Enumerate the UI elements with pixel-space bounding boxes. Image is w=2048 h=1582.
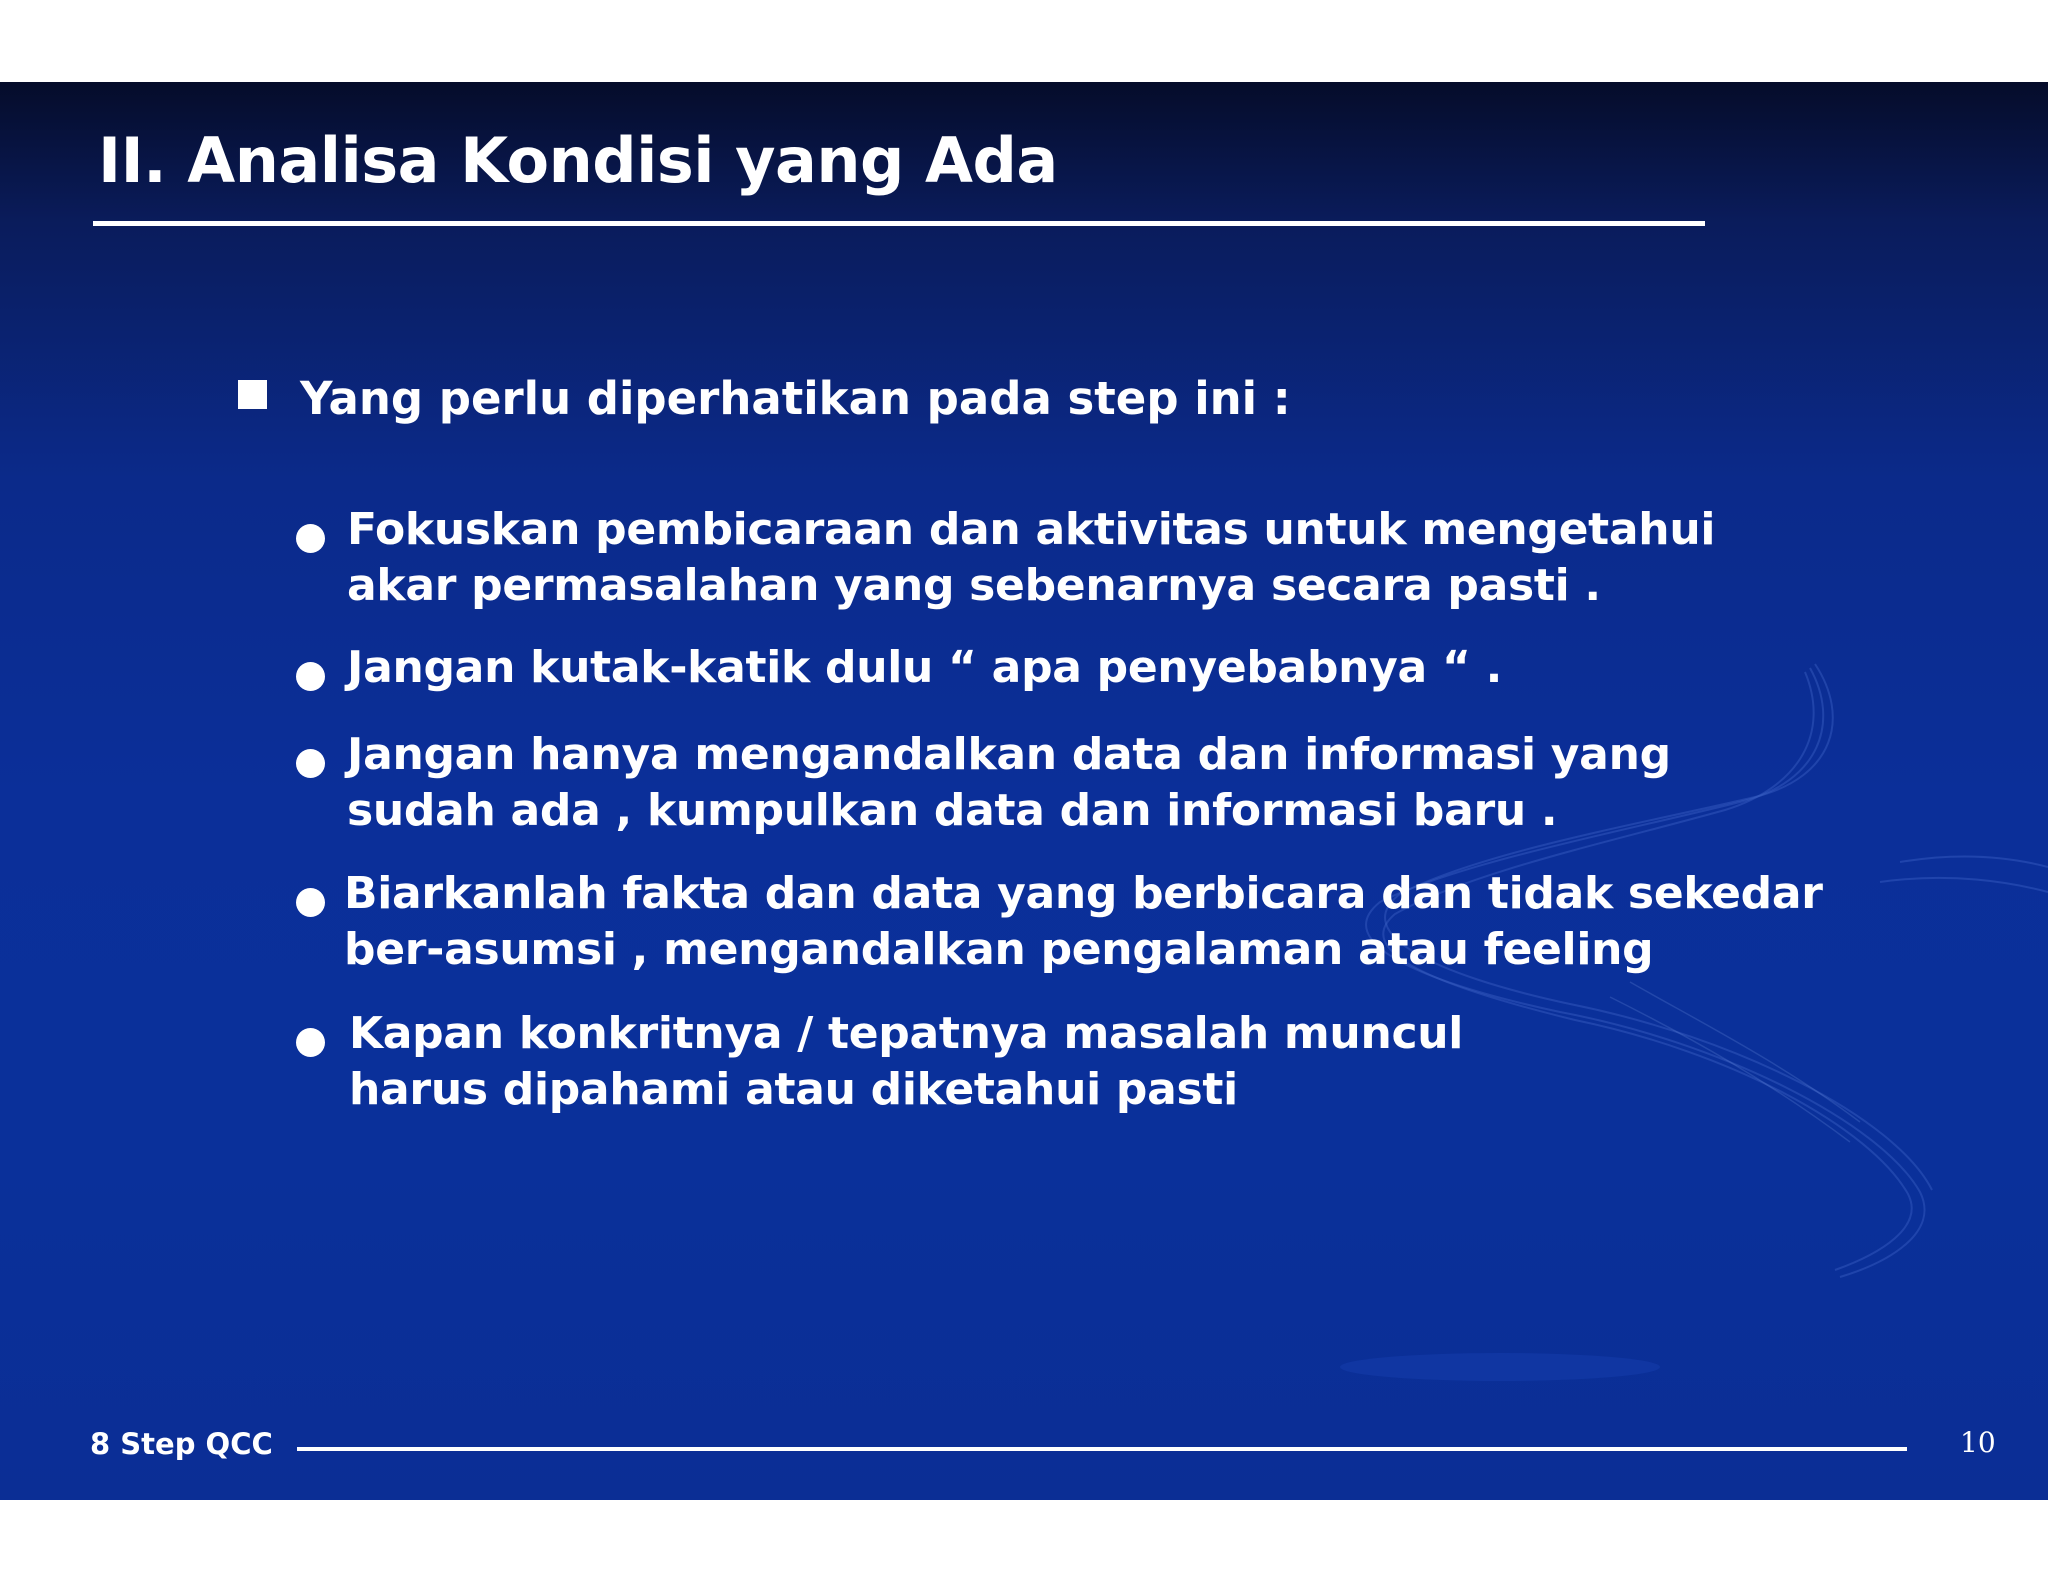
footer-label: 8 Step QCC [90, 1427, 273, 1461]
list-item-line: sudah ada , kumpulkan data dan informasi baru . [347, 785, 1558, 836]
footer-divider [297, 1447, 1907, 1451]
list-item-line: ber-asumsi , mengandalkan pengalaman atau feeling [344, 924, 1654, 975]
list-item-text [349, 1006, 1463, 1118]
list-item-text [347, 640, 1502, 696]
list-item [296, 727, 1671, 839]
circle-bullet-icon [296, 749, 325, 778]
circle-bullet-icon [296, 662, 325, 691]
circle-bullet-icon [296, 1028, 325, 1057]
main-point [238, 372, 1291, 425]
list-item-line: akar permasalahan yang sebenarnya secara pasti . [347, 560, 1601, 611]
list-item-text [347, 727, 1671, 839]
list-item [296, 640, 1502, 696]
title-divider [93, 221, 1705, 226]
page-number: 10 [1960, 1426, 1996, 1459]
square-bullet-icon [238, 380, 267, 409]
list-item-line: Biarkanlah fakta dan data yang berbicara dan tidak sekedar [344, 868, 1823, 919]
list-item-line: Jangan hanya mengandalkan data dan informasi yang [347, 729, 1671, 780]
list-item-line: Kapan konkritnya / tepatnya masalah muncul [349, 1008, 1464, 1059]
circle-bullet-icon [296, 524, 325, 553]
circle-bullet-icon [296, 888, 325, 917]
list-item-text [344, 866, 1823, 978]
slide [0, 82, 2048, 1500]
list-item-line: Jangan kutak-katik dulu “ apa penyebabnya “ . [347, 642, 1503, 693]
main-point-text: Yang perlu diperhatikan pada step ini : [300, 372, 1291, 425]
slide-title: II. Analisa Kondisi yang Ada [98, 124, 1058, 197]
list-item-text [347, 502, 1715, 614]
list-item [296, 866, 1823, 978]
list-item-line: Fokuskan pembicaraan dan aktivitas untuk mengetahui [347, 504, 1716, 555]
list-item [296, 1006, 1463, 1118]
list-item-line: harus dipahami atau diketahui pasti [349, 1064, 1238, 1115]
list-item [296, 502, 1715, 614]
